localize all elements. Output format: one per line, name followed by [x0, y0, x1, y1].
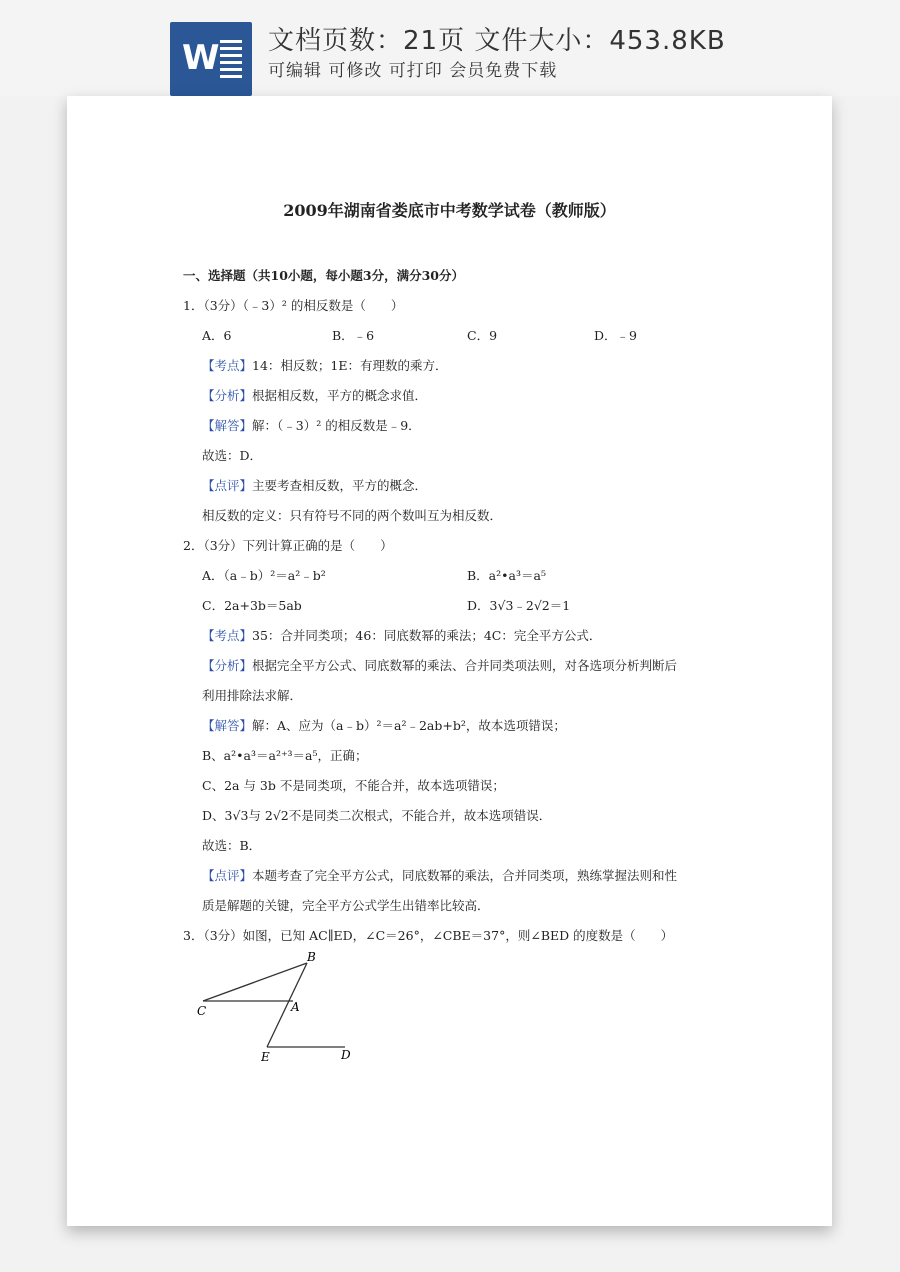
- label-c: C: [197, 1004, 207, 1018]
- q2-fenxi: 【分析】根据完全平方公式、同底数幂的乘法、合并同类项法则，对各选项分析判断后: [202, 658, 678, 673]
- q2-jieda-b: B、a²•a³＝a²⁺³＝a⁵，正确；: [202, 748, 368, 763]
- file-info-subtitle: 可编辑 可修改 可打印 会员免费下载: [268, 61, 558, 81]
- file-info-title: 文档页数：21页 文件大小：453.8KB: [268, 26, 726, 56]
- q3-stem: 3．（3分）如图，已知 AC∥ED，∠C＝26°，∠CBE＝37°，则∠BED 的度数是（ ）: [183, 928, 674, 943]
- q2-stem: 2．（3分）下列计算正确的是（ ）: [183, 538, 393, 553]
- label-b: B: [307, 951, 316, 964]
- q2-jieda-d: D、3√3与 2√2不是同类二次根式，不能合并，故本选项错误．: [202, 808, 552, 823]
- document-title: 2009年湖南省娄底市中考数学试卷（教师版）: [283, 201, 616, 220]
- q2-option-d: D．3√3﹣2√2＝1: [467, 598, 571, 613]
- q1-answer: 故选：D．: [202, 448, 263, 463]
- section-heading: 一、选择题（共10小题，每小题3分，满分30分）: [183, 268, 464, 283]
- q1-option-d: D．﹣9: [594, 328, 637, 343]
- header-banner: [0, 0, 900, 96]
- q2-dianping-2: 质是解题的关键，完全平方公式学生出错率比较高．: [202, 898, 490, 913]
- q2-jieda: 【解答】解：A、应为（a﹣b）²＝a²﹣2ab+b²，故本选项错误；: [202, 718, 566, 733]
- q2-option-b: B．a²•a³＝a⁵: [467, 568, 546, 583]
- label-a: A: [291, 1000, 300, 1014]
- q1-fenxi: 【分析】根据相反数，平方的概念求值．: [202, 388, 428, 403]
- q2-option-c: C．2a+3b＝5ab: [202, 598, 302, 613]
- q2-jieda-c: C、2a 与 3b 不是同类项，不能合并，故本选项错误；: [202, 778, 505, 793]
- q1-jieda: 【解答】解：（﹣3）² 的相反数是﹣9．: [202, 418, 421, 433]
- document-page: [67, 96, 832, 1226]
- word-document-icon: W: [170, 22, 252, 96]
- label-d: D: [341, 1048, 351, 1062]
- q1-dianping-2: 相反数的定义：只有符号不同的两个数叫互为相反数．: [202, 508, 503, 523]
- q1-option-b: B．﹣6: [332, 328, 375, 343]
- q1-option-a: A．6: [202, 328, 232, 343]
- label-e: E: [261, 1050, 270, 1064]
- q1-stem: 1．（3分）（﹣3）² 的相反数是（ ）: [183, 298, 404, 313]
- q1-dianping: 【点评】主要考查相反数，平方的概念．: [202, 478, 428, 493]
- q1-kaodian: 【考点】14：相反数；1E：有理数的乘方．: [202, 358, 448, 373]
- q2-option-a: A．（a﹣b）²＝a²﹣b²: [202, 568, 326, 583]
- geometry-figure: [197, 951, 367, 1071]
- q2-fenxi-2: 利用排除法求解．: [202, 688, 303, 703]
- q2-answer: 故选：B．: [202, 838, 262, 853]
- q1-option-c: C．9: [467, 328, 498, 343]
- q2-kaodian: 【考点】35：合并同类项；46：同底数幂的乘法；4C：完全平方公式．: [202, 628, 602, 643]
- q2-dianping: 【点评】本题考查了完全平方公式，同底数幂的乘法，合并同类项，熟练掌握法则和性: [202, 868, 678, 883]
